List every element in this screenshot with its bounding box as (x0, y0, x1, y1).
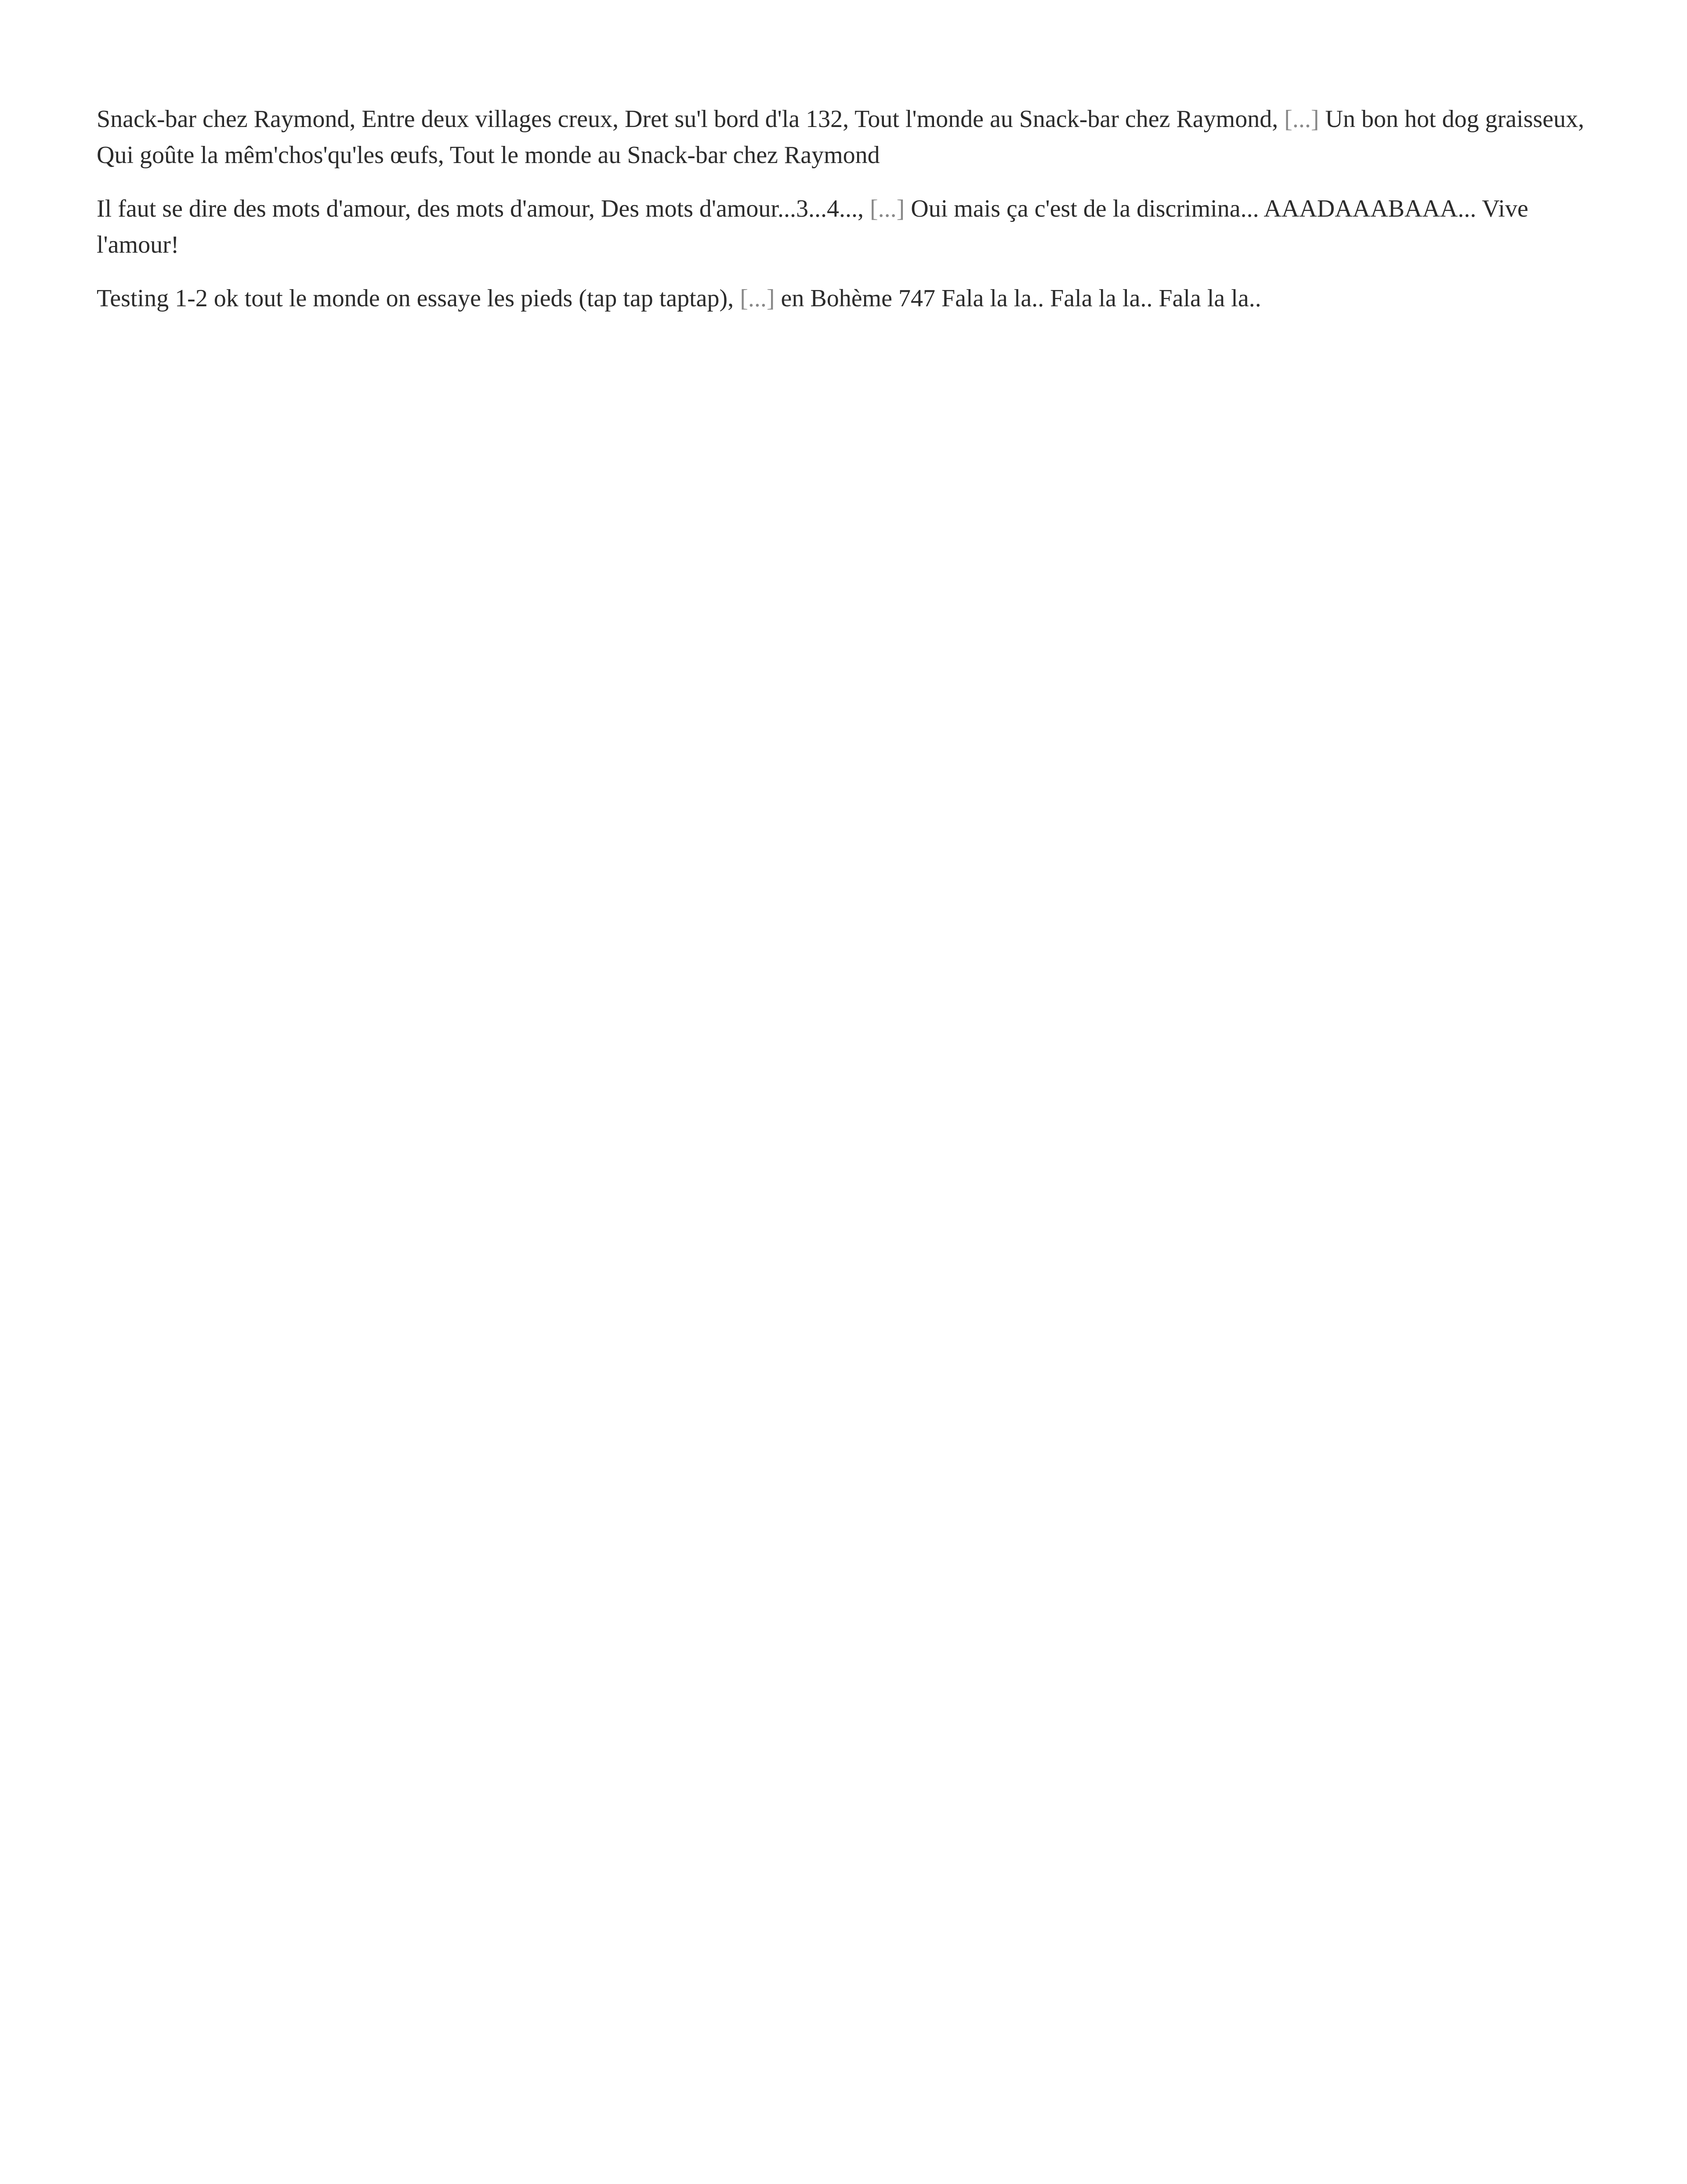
excerpt-start: Il faut se dire des mots d'amour, des mots d'amour, Des mots d'amour...3...4..., (97, 195, 864, 222)
excerpt-start: Testing 1-2 ok tout le monde on essaye les pieds (tap tap taptap), (97, 285, 734, 312)
excerpt-end: Un bon hot dog graisseux, Qui goûte la mêm'chos'qu'les œufs, Tout le monde au Snack-bar chez Raymond (97, 105, 1585, 169)
excerpt-start: Snack-bar chez Raymond, Entre deux villages creux, Dret su'l bord d'la 132, Tout l'monde au Snack-bar chez Raymond, (97, 105, 1278, 133)
excerpt-end: en Bohème 747 Fala la la.. Fala la la.. Fala la la.. (781, 285, 1261, 312)
omission-marker: [...] (734, 285, 781, 312)
excerpt-end: Oui mais ça c'est de la discrimina... AAADAAABAAA... Vive l'amour! (97, 195, 1528, 258)
omission-marker: [...] (863, 195, 911, 222)
paragraph-snack-bar (97, 101, 1590, 173)
document-page (97, 101, 1590, 334)
paragraph-gitans (97, 280, 1590, 316)
paragraph-mots-damour (97, 191, 1590, 263)
omission-marker: [...] (1278, 105, 1325, 133)
